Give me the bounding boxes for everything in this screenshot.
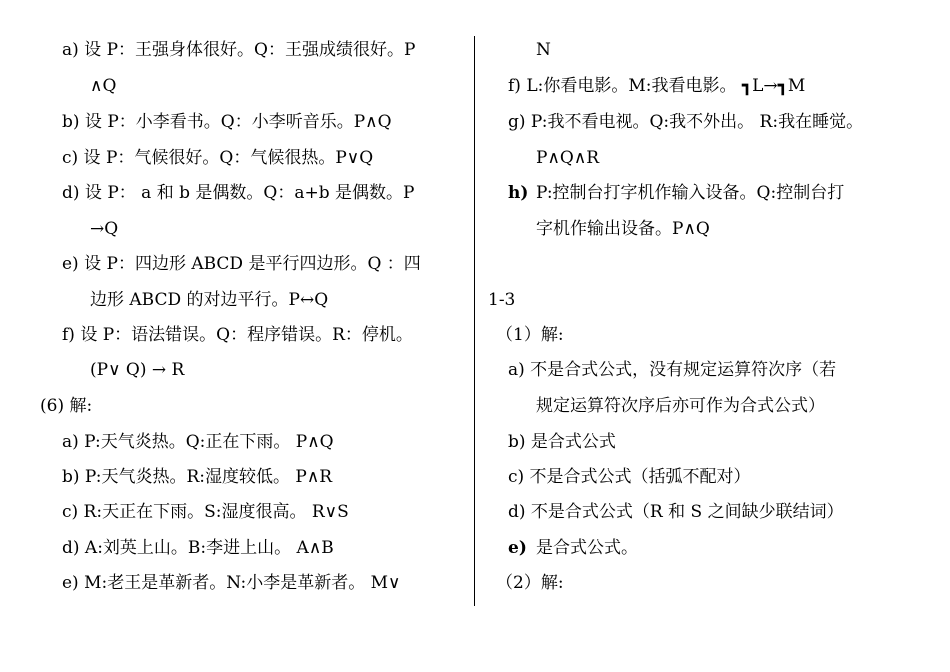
text-line: ∧Q bbox=[90, 76, 117, 96]
item-label: h) bbox=[508, 183, 529, 203]
text-line: 字机作输出设备。P∧Q bbox=[536, 219, 710, 239]
text-line: →Q bbox=[90, 219, 119, 239]
text-line: N bbox=[536, 40, 551, 60]
text-line: 是合式公式。 bbox=[536, 538, 638, 558]
text-line: c) R:天正在下雨。S:湿度很高。 R∨S bbox=[62, 502, 349, 522]
text-line: P:控制台打字机作输入设备。Q:控制台打 bbox=[536, 183, 845, 203]
text-line: d) 设 P： a 和 b 是偶数。Q：a+b 是偶数。P bbox=[62, 183, 415, 203]
text-line: 边形 ABCD 的对边平行。P↔Q bbox=[90, 290, 329, 310]
text-line: e) 设 P：四边形 ABCD 是平行四边形。Q ：四 bbox=[62, 254, 421, 274]
text-line: d) A:刘英上山。B:李进上山。 A∧B bbox=[62, 538, 334, 558]
text-line: b) 是合式公式 bbox=[508, 432, 616, 452]
text-line: 规定运算符次序后亦可作为合式公式） bbox=[536, 396, 825, 416]
text-line: a) 不是合式公式，没有规定运算符次序（若 bbox=[508, 360, 837, 380]
text-line: c) 不是合式公式（括弧不配对） bbox=[508, 467, 751, 487]
section-heading: 1-3 bbox=[488, 290, 516, 310]
section-heading: (6) 解: bbox=[40, 396, 93, 416]
text-line: f) L:你看电影。M:我看电影。 ┓L→┓M bbox=[508, 76, 806, 96]
text-line: f) 设 P：语法错误。Q：程序错误。R：停机。 bbox=[62, 325, 413, 345]
text-line: a) P:天气炎热。Q:正在下雨。 P∧Q bbox=[62, 432, 334, 452]
subsection-heading: （2）解: bbox=[496, 573, 564, 593]
item-label: e) bbox=[508, 538, 527, 558]
text-line: (P∨ Q) → R bbox=[90, 360, 185, 380]
text-line: b) 设 P：小李看书。Q：小李听音乐。P∧Q bbox=[62, 112, 392, 132]
text-line: e) M:老王是革新者。N:小李是革新者。 M∨ bbox=[62, 573, 401, 593]
text-line: b) P:天气炎热。R:湿度较低。 P∧R bbox=[62, 467, 333, 487]
text-line: a) 设 P：王强身体很好。Q：王强成绩很好。P bbox=[62, 40, 416, 60]
text-line: c) 设 P：气候很好。Q：气候很热。P∨Q bbox=[62, 148, 374, 168]
text-line: P∧Q∧R bbox=[536, 148, 600, 168]
text-line: d) 不是合式公式（R 和 S 之间缺少联结词） bbox=[508, 502, 844, 522]
column-divider bbox=[474, 36, 475, 606]
subsection-heading: （1）解: bbox=[496, 325, 564, 345]
text-line: g) P:我不看电视。Q:我不外出。 R:我在睡觉。 bbox=[508, 112, 864, 132]
